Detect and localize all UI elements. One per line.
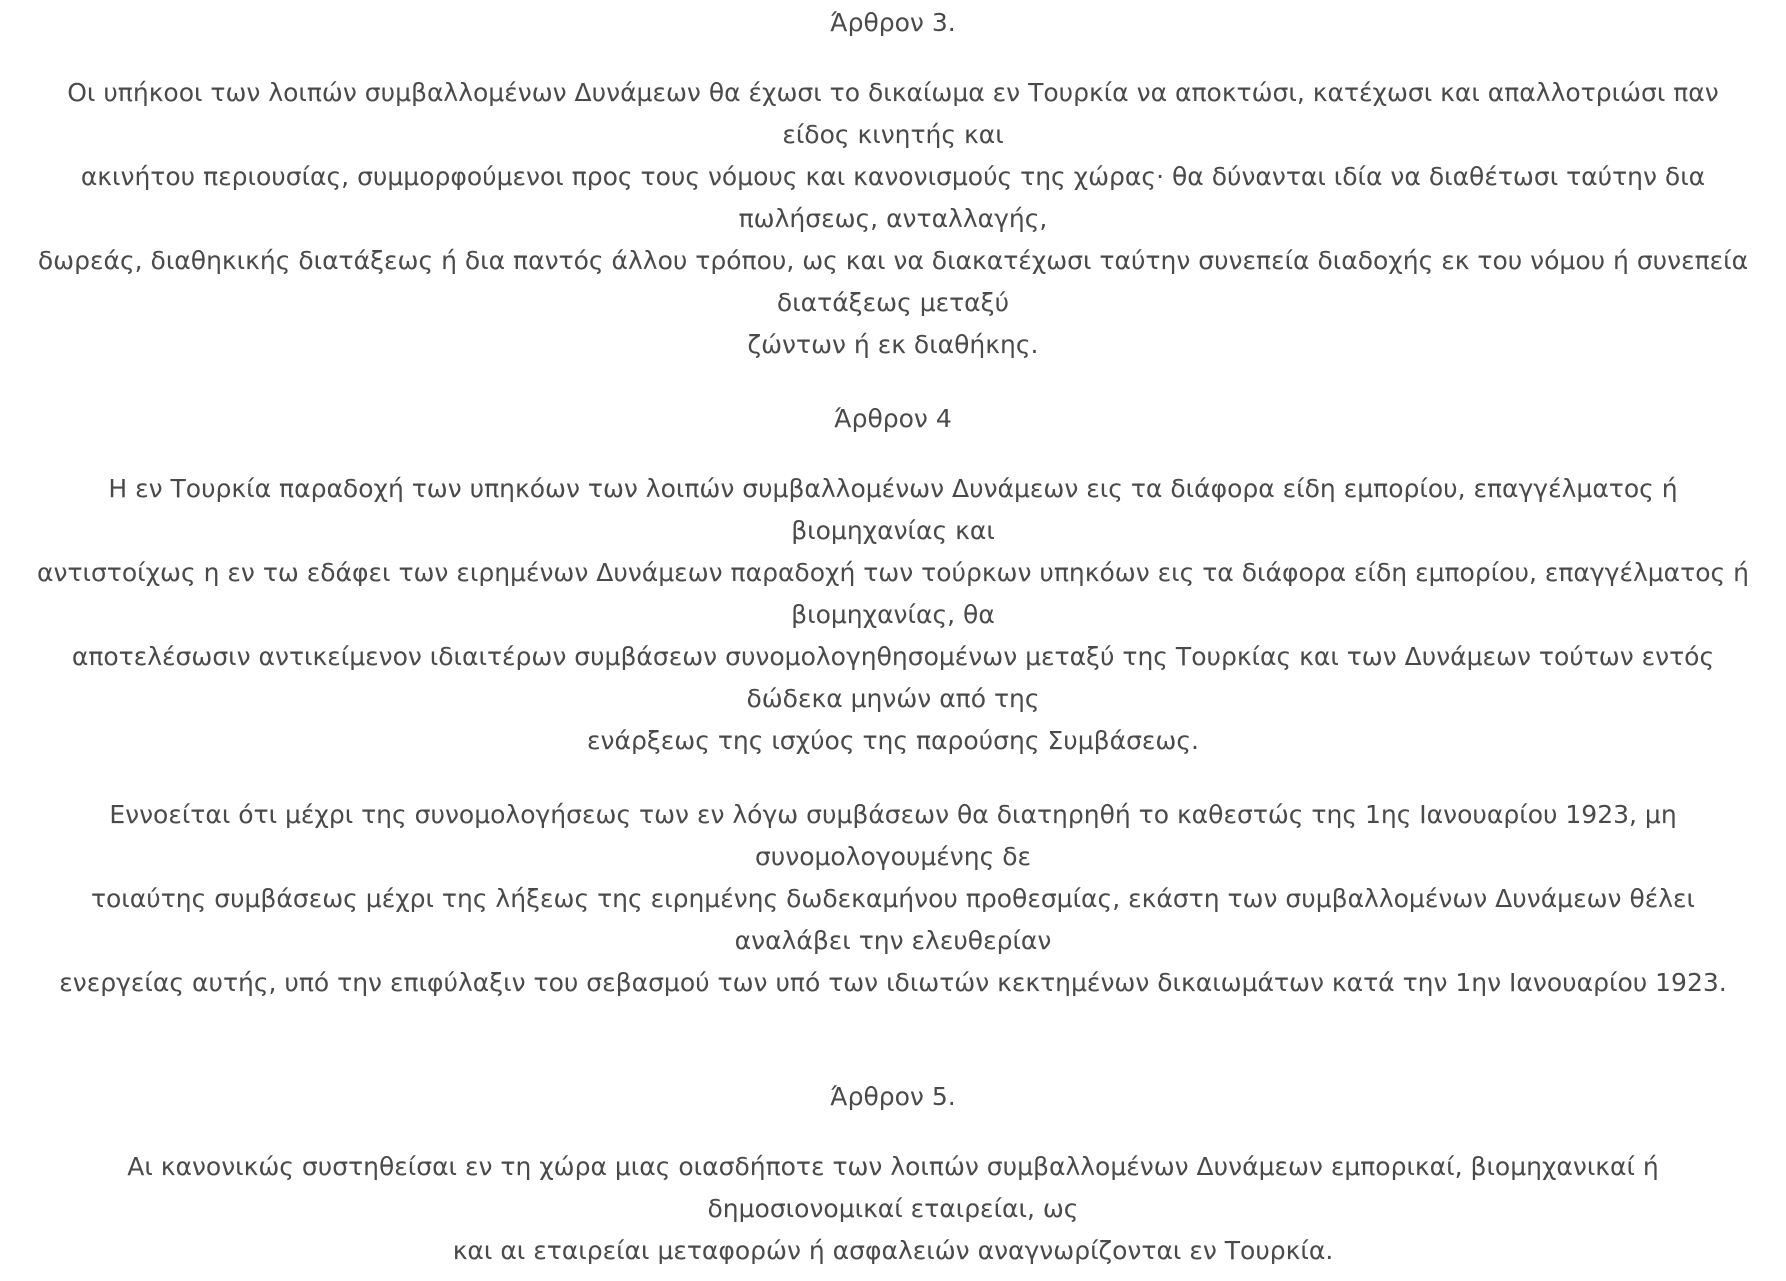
- text-line: Η εν Τουρκία παραδοχή των υπηκόων των λοιπών συμβαλλομένων Δυνάμεων εις τα διάφορα είδη εμπορίου, επαγγέλματος ή βιομηχανίας και: [108, 474, 1678, 545]
- text-line: αποτελέσωσιν αντικείμενον ιδιαιτέρων συμβάσεων συνομολογηθησομένων μεταξύ της Τουρκίας και των Δυνάμεων τούτων εντός δώδεκα μηνών από της: [71, 642, 1715, 713]
- text-line: δωρεάς, διαθηκικής διατάξεως ή δια παντός άλλου τρόπου, ως και να διακατέχωσι ταύτην συνεπεία διαδοχής εκ του νόμου ή συνεπεία διατάξεως μεταξύ: [37, 246, 1749, 317]
- text-line: ζώντων ή εκ διαθήκης.: [747, 330, 1039, 359]
- text-line: αντιστοίχως η εν τω εδάφει των ειρημένων Δυνάμεων παραδοχή των τούρκων υπηκόων εις τα διάφορα είδη εμπορίου, επαγγέλματος ή βιομηχανίας, θα: [37, 558, 1749, 629]
- article-5-paragraph: [34, 1146, 1752, 1272]
- article-4-heading: Άρθρον 4: [834, 404, 952, 433]
- article-4-paragraph-1: [34, 468, 1752, 762]
- text-line: ενεργείας αυτής, υπό την επιφύλαξιν του σεβασμού των υπό των ιδιωτών κεκτημένων δικαιωμάτων κατά την 1ην Ιανουαρίου 1923.: [59, 968, 1727, 997]
- article-3-heading: Άρθρον 3.: [830, 8, 956, 37]
- text-line: και αι εταιρείαι μεταφορών ή ασφαλειών αναγνωρίζονται εν Τουρκία.: [452, 1236, 1334, 1265]
- text-line: Οι υπήκοοι των λοιπών συμβαλλομένων Δυνάμεων θα έχωσι το δικαίωμα εν Τουρκία να αποκτώσι, κατέχωσι και απαλλοτριώσι παν είδος κινητής και: [67, 78, 1719, 149]
- text-line: ακινήτου περιουσίας, συμμορφούμενοι προς τους νόμους και κανονισμούς της χώρας· θα δύνανται ιδία να διαθέτωσι ταύτην δια πωλήσεως, ανταλλαγής,: [80, 162, 1706, 233]
- article-3-paragraph: [34, 72, 1752, 366]
- text-line: ενάρξεως της ισχύος της παρούσης Συμβάσεως.: [587, 726, 1199, 755]
- article-4-paragraph-2: [34, 794, 1752, 1004]
- text-line: Εννοείται ότι μέχρι της συνομολογήσεως των εν λόγω συμβάσεων θα διατηρηθή το καθεστώς της 1ης Ιανουαρίου 1923, μη συνομολογουμένης δε: [109, 800, 1677, 871]
- text-line: Αι κανονικώς συστηθείσαι εν τη χώρα μιας οιασδήποτε των λοιπών συμβαλλομένων Δυνάμεων εμπορικαί, βιομηχανικαί ή δημοσιονομικαί εταιρείαι, ως: [127, 1152, 1659, 1223]
- text-line: τοιαύτης συμβάσεως μέχρι της λήξεως της ειρημένης δωδεκαμήνου προθεσμίας, εκάστη των συμβαλλομένων Δυνάμεων θέλει αναλάβει την ελευθερίαν: [90, 884, 1696, 955]
- article-5-heading: Άρθρον 5.: [830, 1082, 956, 1111]
